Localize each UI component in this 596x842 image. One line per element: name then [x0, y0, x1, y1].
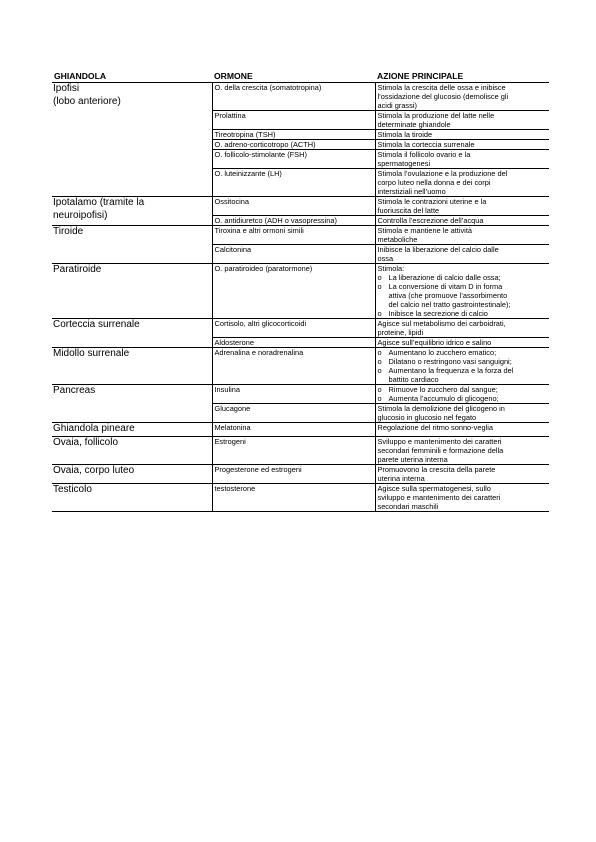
table-row — [52, 436, 549, 464]
action-line: Agisce sull’equilibrio idrico e salino — [377, 338, 492, 347]
bullet-list — [378, 385, 548, 403]
table-row — [52, 197, 549, 216]
header-action: AZIONE PRINCIPALE — [375, 71, 549, 83]
bullet-line: battito cardiaco — [388, 375, 439, 384]
gland-name: neuroipofisi) — [53, 209, 108, 221]
gland-name: Testicolo — [53, 483, 92, 495]
table-row — [52, 464, 549, 483]
hormone-cell: Tireotropina (TSH) — [212, 130, 375, 140]
bullet-item — [378, 357, 548, 366]
action-line: Stimola la crescita delle ossa e inibisce — [377, 83, 506, 92]
hormone-cell: Ossitocina — [212, 197, 375, 216]
action-cell — [375, 169, 549, 197]
action-cell — [375, 464, 549, 483]
hollow-bullet-icon: o — [377, 366, 382, 375]
gland-name: Corteccia surrenale — [53, 319, 140, 330]
bullet-line: del calcio nel tratto gastrointestinale); — [388, 300, 511, 309]
gland-name: Pancreas — [53, 385, 96, 396]
action-line: Stimola l’ovulazione e la produzione del — [377, 169, 508, 178]
gland-cell — [52, 423, 212, 437]
bullet-item — [378, 366, 548, 384]
gland-cell — [52, 348, 212, 385]
action-line: Inibisce la liberazione del calcio dalle — [377, 245, 499, 254]
hormone-cell: O. follicolo-stimolante (FSH) — [212, 150, 375, 169]
table-row — [52, 385, 549, 404]
hormone-cell: O. luteinizzante (LH) — [212, 169, 375, 197]
bullet-line: La conversione di vitam D in forma — [388, 282, 503, 291]
table-row — [52, 264, 549, 319]
bullet-line: attiva (che promuove l’assorbimento — [388, 291, 508, 300]
gland-cell — [52, 436, 212, 464]
action-line: Sviluppo e mantenimento dei caratteri — [377, 436, 502, 446]
action-intro: Stimola: — [377, 264, 405, 273]
action-cell — [375, 385, 549, 404]
gland-name: Ovaia, follicolo — [53, 436, 119, 448]
hormone-cell: Glucagone — [212, 404, 375, 423]
bullet-list — [378, 348, 548, 384]
action-cell — [375, 83, 549, 111]
action-cell — [375, 111, 549, 130]
gland-cell — [52, 464, 212, 483]
action-line: Regolazione del ritmo sonno-veglia — [377, 423, 493, 432]
action-line: glucosio in glucosio nel fegato — [377, 413, 477, 422]
action-line: secondari maschili — [377, 501, 439, 511]
hormone-cell: Prolattina — [212, 111, 375, 130]
table-row — [52, 348, 549, 385]
gland-cell — [52, 483, 212, 511]
action-line: corpo luteo nella donna e dei corpi — [377, 178, 491, 187]
gland-cell — [52, 319, 212, 348]
gland-name: Ghiandola pineare — [53, 423, 135, 434]
action-line: Promuovono la crescita della parete — [377, 464, 496, 474]
gland-cell — [52, 197, 212, 226]
header-hormone: ORMONE — [212, 71, 375, 83]
hollow-bullet-icon: o — [377, 385, 382, 394]
bullet-item — [378, 273, 548, 282]
action-line: l’ossidazione del glucosio (demolisce gli — [377, 92, 509, 101]
bullet-line: Aumentano lo zucchero ematico; — [388, 348, 497, 357]
table-header-row — [52, 71, 549, 83]
gland-name: Midollo surrenale — [53, 348, 130, 359]
gland-name: (lobo anteriore) — [53, 95, 121, 107]
hormone-cell: Cortisolo, altri glicocorticoidi — [212, 319, 375, 338]
action-cell — [375, 348, 549, 385]
hormone-cell: Progesterone ed estrogeni — [212, 464, 375, 483]
action-line: acidi grassi) — [377, 101, 417, 110]
hormone-cell: Tiroxina e altri ormoni simili — [212, 226, 375, 245]
table-row — [52, 83, 549, 111]
action-cell — [375, 130, 549, 140]
gland-cell — [52, 264, 212, 319]
action-line: sviluppo e mantenimento dei caratteri — [377, 492, 501, 502]
hormone-cell: Calcitonina — [212, 245, 375, 264]
action-cell — [375, 245, 549, 264]
action-line: interstiziali nell’uomo — [377, 187, 446, 196]
action-line: Stimola la demolizione del glicogeno in — [377, 404, 505, 413]
table-body — [52, 83, 549, 512]
header-gland: GHIANDOLA — [52, 71, 212, 83]
action-line: ossa — [377, 254, 394, 263]
bullet-line: Inibisce la secrezione di calcio — [388, 309, 488, 318]
action-cell — [375, 264, 549, 319]
hormone-table — [52, 71, 549, 512]
bullet-line: Dilatano o restringono vasi sanguigni; — [388, 357, 512, 366]
hormone-cell: Insulina — [212, 385, 375, 404]
action-line: Stimola e mantiene le attività — [377, 226, 472, 235]
gland-cell — [52, 385, 212, 423]
action-line: Agisce sulla spermatogenesi, sullo — [377, 483, 491, 493]
gland-name: Ipofisi — [53, 83, 80, 94]
hollow-bullet-icon: o — [377, 273, 382, 282]
bullet-item — [378, 282, 548, 309]
gland-name: Tiroide — [53, 226, 84, 237]
hollow-bullet-icon: o — [377, 357, 382, 366]
action-line: parete uterina interna — [377, 454, 448, 464]
hollow-bullet-icon: o — [377, 348, 382, 357]
action-line: Stimola la tiroide — [377, 130, 433, 139]
hormone-cell: O. paratiroideo (paratormone) — [212, 264, 375, 319]
gland-cell — [52, 83, 212, 197]
table-row — [52, 319, 549, 338]
action-cell — [375, 140, 549, 150]
table-row — [52, 483, 549, 511]
action-line: uterina interna — [377, 473, 425, 483]
bullet-list — [378, 273, 548, 318]
action-cell — [375, 423, 549, 437]
action-line: Agisce sul metabolismo dei carboidrati, — [377, 319, 506, 328]
gland-cell — [52, 226, 212, 264]
table-row — [52, 226, 549, 245]
hormone-cell: testosterone — [212, 483, 375, 511]
action-line: secondari femminili e formazione della — [377, 445, 504, 455]
bullet-line: Rimuove lo zucchero dal sangue; — [388, 385, 498, 394]
bullet-item — [378, 348, 548, 357]
bullet-line: La liberazione di calcio dalle ossa; — [388, 273, 501, 282]
hormone-cell: O. adreno-corticotropo (ACTH) — [212, 140, 375, 150]
action-line: Stimola le contrazioni uterine e la — [377, 197, 487, 206]
action-cell — [375, 197, 549, 216]
action-cell — [375, 150, 549, 169]
hormone-cell: O. antidiuretco (ADH o vasopressina) — [212, 216, 375, 226]
gland-name: Ovaia, corpo luteo — [53, 464, 135, 476]
hormone-cell: Melatonina — [212, 423, 375, 437]
bullet-item — [378, 309, 548, 318]
action-line: proteine, lipidi — [377, 328, 424, 337]
bullet-item — [378, 394, 548, 403]
action-line: fuoriuscita del latte — [377, 206, 440, 215]
gland-name: Paratiroide — [53, 264, 102, 275]
action-line: spermatogenesi — [377, 159, 431, 168]
hormone-cell: Aldosterone — [212, 338, 375, 348]
action-line: determinate ghiandole — [377, 120, 451, 129]
hollow-bullet-icon: o — [377, 394, 382, 403]
hormone-cell: Adrenalina e noradrenalina — [212, 348, 375, 385]
hollow-bullet-icon: o — [377, 282, 382, 291]
action-cell — [375, 319, 549, 338]
action-line: Controlla l’escrezione dell’acqua — [377, 216, 484, 225]
bullet-item — [378, 385, 548, 394]
action-line: Stimola la corteccia surrenale — [377, 140, 475, 149]
action-line: metaboliche — [377, 235, 418, 244]
action-cell — [375, 338, 549, 348]
gland-name: Ipotalamo (tramite la — [53, 197, 145, 208]
action-cell — [375, 436, 549, 464]
table-row — [52, 423, 549, 437]
bullet-line: Aumentano la frequenza e la forza del — [388, 366, 514, 375]
bullet-line: Aumenta l’accumulo di glicogeno; — [388, 394, 499, 403]
hollow-bullet-icon: o — [377, 309, 382, 318]
action-line: Stimola il follicolo ovario e la — [377, 150, 471, 159]
action-cell — [375, 226, 549, 245]
hormone-cell: O. della crescita (somatotropina) — [212, 83, 375, 111]
hormone-cell: Estrogeni — [212, 436, 375, 464]
action-cell — [375, 216, 549, 226]
action-cell — [375, 404, 549, 423]
action-line: Stimola la produzione del latte nelle — [377, 111, 495, 120]
action-cell — [375, 483, 549, 511]
